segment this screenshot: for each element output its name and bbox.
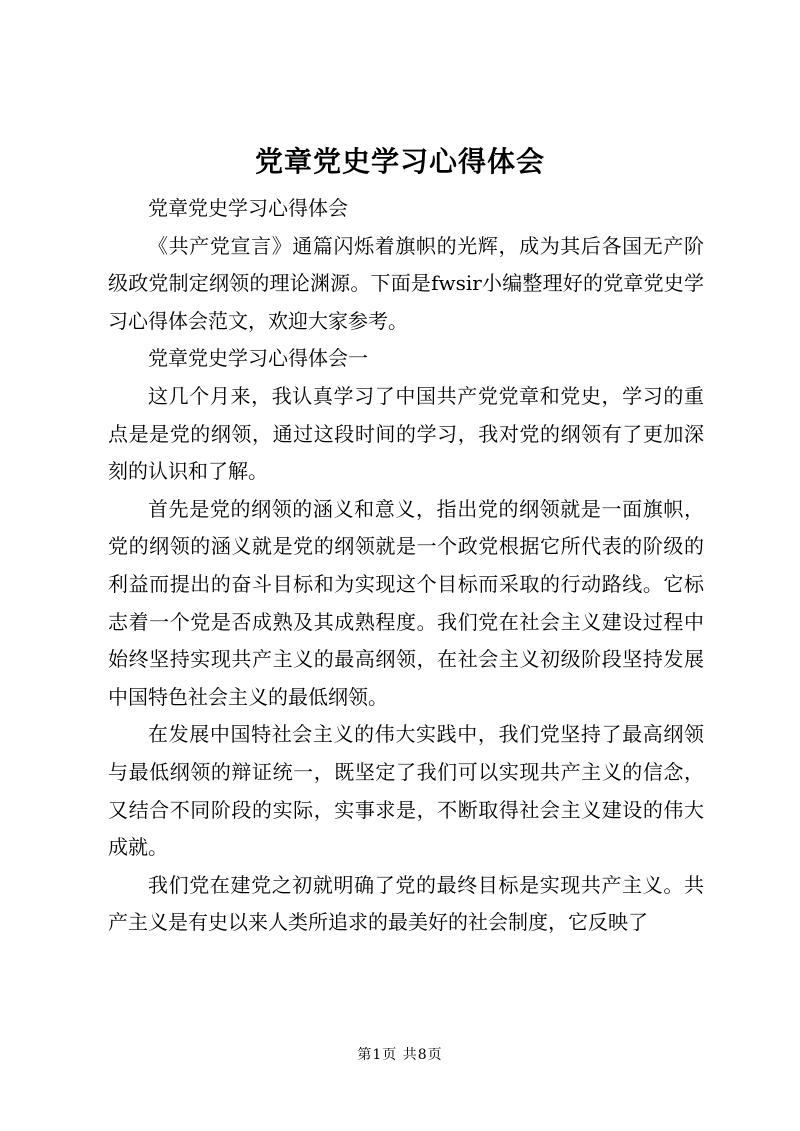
body-paragraph: 在发展中国特社会主义的伟大实践中，我们党坚持了最高纲领与最低纲领的辩证统一，既坚定了我们可以实现共产主义的信念，又结合不同阶段的实际，实事求是，不断取得社会主义建设的伟大成就。	[108, 722, 704, 860]
page-footer: 第1页 共8页	[357, 1047, 443, 1063]
document-body	[108, 190, 704, 942]
subtitle-paragraph: 党章党史学习心得体会	[148, 196, 348, 220]
section-heading: 党章党史学习心得体会一	[148, 346, 368, 371]
body-paragraph: 这几个月来，我认真学习了中国共产党党章和党史，学习的重点是是党的纲领，通过这段时间的学习，我对党的纲领有了更加深刻的认识和了解。	[108, 383, 704, 484]
body-paragraph: 首先是党的纲领的涵义和意义，指出党的纲领就是一面旗帜，党的纲领的涵义就是党的纲领就是一个政党根据它所代表的阶级的利益而提出的奋斗目标和为实现这个目标而采取的行动路线。它标志着一个党是否成熟及其成熟程度。我们党在社会主义建设过程中始终坚持实现共产主义的最高纲领，在社会主义初级阶段坚持发展中国特色社会主义的最低纲领。	[108, 496, 704, 709]
document-title: 党章党史学习心得体会	[254, 145, 545, 178]
body-paragraph: 我们党在建党之初就明确了党的最终目标是实现共产主义。共产主义是有史以来人类所追求的最美好的社会制度，它反映了	[108, 872, 704, 935]
intro-paragraph: 《共产党宣言》通篇闪烁着旗帜的光辉，成为其后各国无产阶级政党制定纲领的理论渊源。下面是fwsir小编整理好的党章党史学习心得体会范文，欢迎大家参考。	[108, 233, 704, 333]
